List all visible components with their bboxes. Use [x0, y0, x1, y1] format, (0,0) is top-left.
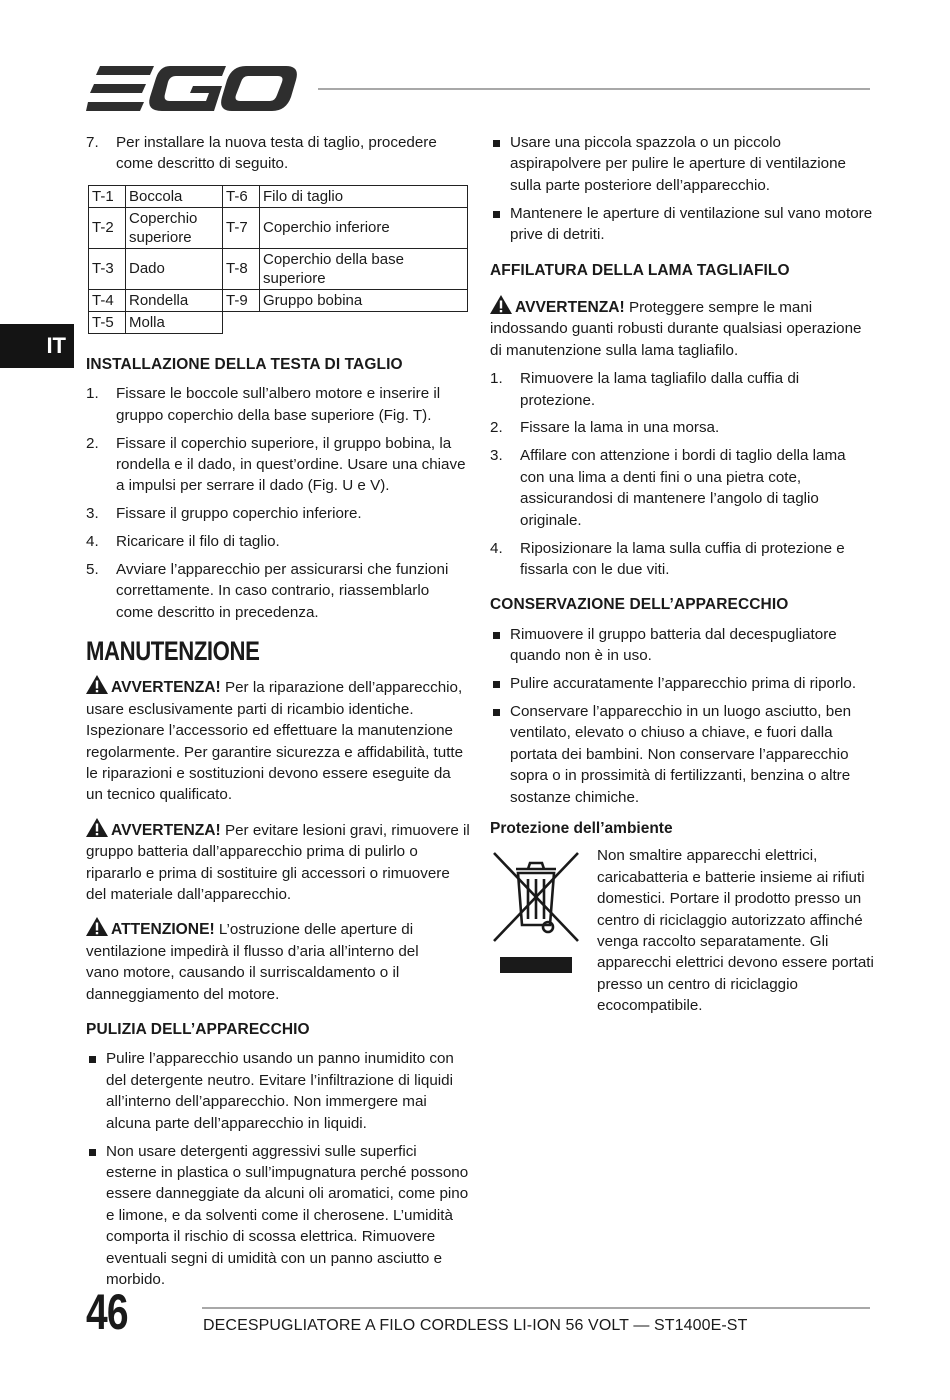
warning-label: AVVERTENZA!	[111, 821, 221, 839]
warning-paragraph	[86, 675, 470, 805]
list-item-number: 2.	[86, 434, 99, 452]
install-heading: INSTALLAZIONE DELLA TESTA DI TAGLIO	[86, 355, 403, 373]
env-text: Non smaltire apparecchi elettrici, caricabatteria e batterie insieme ai rifiuti domestici. Portare il prodotto presso un centro di riciclaggio autorizzato affinché venga raccolto separatamente. Gli apparecchi elettrici devono essere portati presso un centro di riciclaggio ecocompatibile.	[597, 847, 874, 1015]
warning-triangle-icon	[86, 917, 108, 936]
list-item	[86, 132, 470, 175]
list-item-text: Avviare l’apparecchio per assicurarsi che funzioni correttamente. In caso contrario, riassemblarlo come descritto in precedenza.	[116, 561, 449, 621]
list-item-text: Usare una piccola spazzola o un piccolo aspirapolvere per pulire le aperture di ventilazione sulla parte posteriore dell’apparecchio.	[510, 134, 847, 194]
list-item-text: Fissare il gruppo coperchio inferiore.	[116, 505, 362, 523]
warning-triangle-icon	[490, 295, 512, 314]
list-item	[490, 673, 874, 694]
warning-text: Per evitare lesioni gravi, rimuovere il gruppo batteria dall’apparecchio prima di pulirlo o ripararlo e prima di sostituire gli accessori o rimuovere del materiale dall’apparecchio.	[86, 821, 470, 903]
part-code: T-1	[89, 185, 126, 207]
list-item-number: 2.	[490, 419, 503, 437]
list-item-number: 3.	[490, 447, 503, 465]
part-label: Boccola	[126, 185, 223, 207]
ventilation-bullets	[490, 132, 874, 246]
header-rule	[318, 88, 870, 90]
page-number: 46	[86, 1284, 128, 1340]
list-item	[86, 1141, 470, 1291]
part-label: Rondella	[126, 289, 223, 311]
list-item	[490, 203, 874, 246]
list-item-text: Rimuovere il gruppo batteria dal decespugliatore quando non è in uso.	[510, 625, 837, 665]
list-item-number: 3.	[86, 505, 99, 523]
weee-crossed-bin-icon	[490, 847, 582, 977]
bullet-square-icon	[89, 1149, 96, 1156]
caution-label: ATTENZIONE!	[111, 921, 215, 939]
bullet-square-icon	[493, 681, 500, 688]
part-code: T-5	[89, 311, 126, 333]
table-row	[89, 289, 468, 311]
footer-doc-title: DECESPUGLIATORE A FILO CORDLESS LI-ION 56 VOLT — ST1400E-ST	[203, 1317, 748, 1334]
left-column	[86, 132, 470, 1297]
list-item	[490, 417, 874, 438]
storage-heading: CONSERVAZIONE DELL’APPARECCHIO	[490, 596, 789, 614]
list-item-text: Conservare l’apparecchio in un luogo asciutto, ben ventilato, elevato o chiuso a chiave, e fuori dalla portata dei bambini. Non conservare l’apparecchio sopra o in prossimità di fertilizzanti, benzina o altre sostanze chimiche.	[510, 702, 852, 806]
list-item	[86, 503, 470, 524]
part-label: Dado	[126, 248, 223, 289]
list-item	[490, 538, 874, 581]
part-code: T-6	[223, 185, 260, 207]
list-item-text: Fissare le boccole sull’albero motore e inserire il gruppo coperchio della base superiore (Fig. T).	[116, 385, 441, 424]
list-item	[86, 1048, 470, 1134]
caution-paragraph	[86, 917, 421, 1005]
list-item-number: 4.	[86, 533, 99, 551]
footer-rule	[202, 1307, 870, 1309]
env-heading: Protezione dell’ambiente	[490, 819, 673, 837]
env-section	[490, 845, 874, 1016]
part-code: T-2	[89, 207, 126, 248]
bullet-square-icon	[493, 709, 500, 716]
sharpen-heading: AFFILATURA DELLA LAMA TAGLIAFILO	[490, 261, 790, 279]
sharpen-steps	[490, 368, 874, 580]
list-item-text: Mantenere le aperture di ventilazione sul vano motore prive di detriti.	[510, 204, 873, 244]
list-item-text: Affilare con attenzione i bordi di taglio della lama con una lima a denti fini o una pietra cote, assicurandosi di mantenere l’angolo di taglio originale.	[520, 447, 846, 529]
table-row	[89, 248, 468, 289]
part-label: Coperchio superiore	[126, 207, 223, 248]
part-code: T-9	[223, 289, 260, 311]
list-item	[86, 383, 470, 426]
right-column	[490, 132, 874, 1024]
list-item	[490, 368, 874, 411]
part-label: Gruppo bobina	[260, 289, 468, 311]
list-item	[86, 433, 470, 497]
list-item	[490, 624, 874, 667]
list-item-number: 1.	[490, 370, 503, 388]
cleaning-heading: PULIZIA DELL’APPARECCHIO	[86, 1020, 310, 1038]
storage-bullets	[490, 624, 874, 808]
part-label: Filo di taglio	[260, 185, 468, 207]
cleaning-bullets	[86, 1048, 470, 1290]
list-item	[490, 701, 874, 808]
part-code: T-7	[223, 207, 260, 248]
part-code: T-3	[89, 248, 126, 289]
list-item-text: Fissare il coperchio superiore, il gruppo bobina, la rondella e il dado, in quest’ordine. Usare una chiave a impulsi per serrare il dado (Fig. U e V).	[116, 434, 466, 495]
warning-text: Per la riparazione dell’apparecchio, usare esclusivamente parti di ricambio identiche. Ispezionare l’accessorio ed effettuare la manutenzione regolarmente. Per garantire sicurezza e affidabilità, tutte le riparazioni e sostituzioni devono essere eseguite da un tecnico qualificato.	[86, 679, 464, 804]
table-row	[89, 207, 468, 248]
list-item-text: Ricaricare il filo di taglio.	[116, 533, 280, 551]
parts-table	[88, 185, 468, 334]
list-item	[490, 132, 874, 196]
bullet-square-icon	[493, 211, 500, 218]
list-item	[86, 531, 470, 552]
bullet-square-icon	[493, 140, 500, 147]
intro-list	[86, 132, 470, 175]
table-row	[89, 311, 468, 333]
list-item-text: Pulire accuratamente l’apparecchio prima di riporlo.	[510, 675, 857, 693]
warning-triangle-icon	[86, 675, 108, 694]
part-label: Coperchio inferiore	[260, 207, 468, 248]
warning-triangle-icon	[86, 818, 108, 837]
ego-logo	[86, 64, 298, 114]
language-tab-label: IT	[46, 333, 66, 358]
warning-paragraph	[490, 295, 874, 361]
part-label: Coperchio della base superiore	[260, 248, 468, 289]
warning-label: AVVERTENZA!	[515, 298, 625, 316]
list-item-number: 5.	[86, 561, 99, 579]
list-item-text: Non usare detergenti aggressivi sulle superfici esterne in plastica o sull’impugnatura perché possono essere danneggiate da alcuni oli aromatici, come pino e limone, e da solventi come il cherosene. L’umidità comporta il rischio di scossa elettrica. Rimuovere eventuali segni di umidità con un panno asciutto e morbido.	[106, 1142, 469, 1288]
part-code: T-4	[89, 289, 126, 311]
part-label: Molla	[126, 311, 223, 333]
warning-paragraph	[86, 818, 470, 906]
list-item-number: 1.	[86, 385, 99, 403]
empty-cell	[223, 311, 468, 333]
maintenance-title: MANUTENZIONE	[86, 636, 260, 667]
caution-text: L’ostruzione delle aperture di ventilazione impedirà il flusso d’aria all’interno del vano motore, causando il surriscaldamento o il danneggiamento del motore.	[86, 921, 419, 1003]
install-steps	[86, 383, 470, 623]
warning-label: AVVERTENZA!	[111, 679, 221, 697]
list-item	[86, 559, 470, 623]
language-tab	[0, 324, 74, 368]
list-item-text: Fissare la lama in una morsa.	[520, 419, 720, 437]
bullet-square-icon	[493, 632, 500, 639]
table-row	[89, 185, 468, 207]
warning-text: Proteggere sempre le mani indossando guanti robusti durante qualsiasi operazione di manutenzione sulla lama tagliafilo.	[490, 298, 862, 359]
list-item-number: 4.	[490, 539, 503, 557]
list-item	[490, 445, 874, 531]
list-item-text: Riposizionare la lama sulla cuffia di protezione e fissarla con le due viti.	[520, 539, 845, 578]
bullet-square-icon	[89, 1056, 96, 1063]
list-item-text: Rimuovere la lama tagliafilo dalla cuffia di protezione.	[520, 370, 800, 409]
part-code: T-8	[223, 248, 260, 289]
list-item-text: Pulire l’apparecchio usando un panno inumidito con del detergente neutro. Evitare l’infiltrazione di liquidi all’interno dell’apparecchio. Non immergere mai alcuna parte dell’apparecchio in liquidi.	[106, 1050, 454, 1132]
list-item-number: 7.	[86, 134, 99, 151]
list-item-text: Per installare la nuova testa di taglio, procedere come descritto di seguito.	[116, 134, 437, 173]
